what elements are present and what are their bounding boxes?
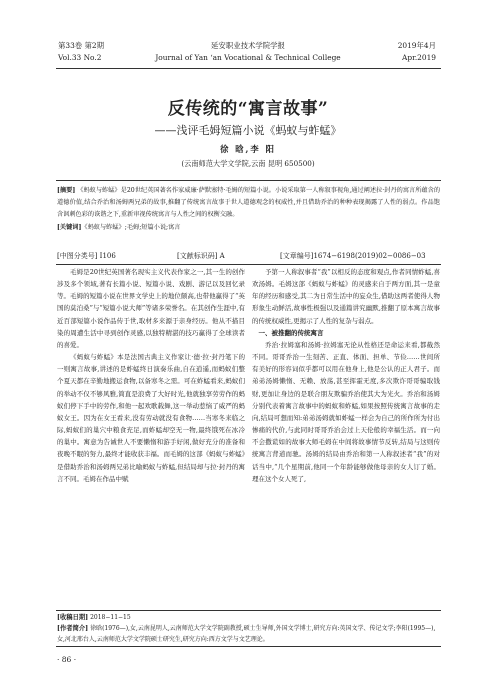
- left-column: [57, 266, 245, 485]
- author-bio-label: [作者简介]: [57, 625, 89, 632]
- article-title: 反传统的“寓言故事”: [167, 99, 329, 119]
- footnote-bottom-rule: [56, 646, 441, 647]
- abstract-text: 《蚂蚁与蚱蜢》是20世纪英国著名作家威廉·萨默塞特·毛姆的短篇小说。小说采取第一人称叙事视角,通过阐述拉·封丹的寓言所蕴含的道德价值,结合乔治和汤姆两兄弟的故事,推翻了传统寓言故事于世人道德观念的权威性,并且借助乔治的种种表现揭露了人性的弱点。作品饱含讽刺色彩的诙谐之下,重新审视传统寓言与人性之间的权衡交融。: [57, 187, 440, 219]
- paragraph: 毛姆是20世纪英国著名现实主义代表作家之一,其一生的创作涉及多个领域,著有长篇小说、短篇小说、戏剧、游记以及回忆录等。毛姆的短篇小说在世界文学史上的地位颇高,也带他赢得了“英国的莫泊桑”与“短篇小说大师”等诸多荣誉名。在其创作生涯中,有近百部短篇小说作品传于世,取材多来源于亲身经历。他从不描目染的周遭生活中寻到创作灵感,以独特精湛的技巧赢得了全球读者的喜爱。: [57, 268, 245, 349]
- paragraph: 予第一人称叙事者“我”以相反的态度和观点,作者同情蚱蜢,喜欢汤姆。毛姆这部《蚂蚁与蚱蜢》的灵感来自于两方面,其一是童年的经历和感受,其二为日常生活中的妄众生,借助这两者使得人物形象生动鲜活,故事性极强以及通篇讲究幽默,推翻了原本寓言故事的传统权威性,更揭示了人性的复杂与弱点。: [252, 268, 440, 325]
- paragraph: 乔治·拉姆塞和汤姆·拉姆塞无论从性格还是命运来看,都截然不同。哥哥乔治一生刻苦、正直、体面、担单、节俭……世间所有美好的形容词似乎都可以用在他身上,他是公认的正人君子。而弟弟汤姆懒惰、无赖、放荡,甚至挥霍无度,多次欺诈哥哥骗取钱财,更加让身边的是联合朋友欺骗乔治使其大为光火。乔治和汤姆分别代表着寓言故事中的蚂蚁和蚱蜢,如果按照传统寓言故事的走向,结局可想而知:弟弟汤姆就如蚱蜢一样会为自己的所作所为付出惨痛的代价,与此同时哥哥乔治会过上天伦般的幸福生活。而一向不会撒谎如的故事大师毛姆在中间将故事情节反转,结局与这则传统寓言背道而驰。汤姆的结局由乔治和第一人称叙述者“我”的对话当中,“几个星期前,他同一个年龄能够做他母亲的女人订了婚。理在这个女人死了,: [252, 340, 440, 483]
- author-bio: 徐晗(1976—),女,云南昆明人,云南师范大学文学院副教授,硕士生导师,外国文学博士,研究方向:英国文学、传记文学;李阳(1995—),女,河北邢台人,云南师范大学文学院硕士研究生,研究方向:西方文学与文艺理论。: [57, 625, 436, 643]
- date-en: Apr.2019: [402, 53, 436, 62]
- footnote: [57, 612, 440, 645]
- page-number: · 86 ·: [57, 655, 77, 664]
- classification-row: [57, 251, 440, 263]
- received-date: 2018−11−15: [90, 614, 131, 621]
- affiliation: (云南师范大学文学院,云南 昆明 650500): [181, 159, 315, 168]
- keywords: 《蚂蚁与蚱蜢》;毛姆;短篇小说;寓言: [81, 223, 181, 231]
- clc-number: [中图分类号] I106: [57, 252, 116, 260]
- volume-en: Vol.33 No.2: [58, 53, 102, 62]
- header-rule: [56, 68, 441, 69]
- running-header: [0, 40, 496, 66]
- paragraph: 《蚂蚁与蚱蜢》本是法国古典主义作家让·德·拉·封丹笔下的一则寓言故事,讲述的是蚱蜢终日演奏乐曲,自在逍遥,而蚂蚁们整个夏天都在辛勤地搬运食物,以备寒冬之需。可在蚱蜢看来,蚂蚁们的举动不仅不够风雅,简直是浪费了大好时光,他就独享劳劳作的蚂蚁们停下手中的劳作,和他一起欢歌载舞,这一举动惹恼了威严的蚂蚁女王。因为在女王看来,没有劳动就没有食物……当寒冬来临之际,蚂蚁们的巢穴中粮食充足,而蚱蜢却空无一物,最终饿死在冰冷的巢中。寓意为告诫世人不要懒惰和游手好闲,做好充分的准备和夜晚不眠的努力,最终才能收获丰福。而毛姆的这部《蚂蚁与蚱蜢》是借助乔治和汤姆两兄弟比喻蚂蚁与蚱蜢,但结局却与拉·封丹的寓言不同。毛姆在作品中赋: [57, 353, 245, 483]
- section-heading: 一、被推翻的传统寓言: [258, 328, 324, 337]
- abstract-label: [摘要]: [57, 187, 76, 194]
- footnote-rule: [56, 610, 441, 611]
- issue-date: [398, 40, 436, 64]
- document-code: [文献标识码] A: [177, 252, 225, 260]
- right-column: [252, 266, 440, 485]
- abstract-bottom-rule: [56, 264, 441, 265]
- article-subtitle: ——浅评毛姆短篇小说《蚂蚁与蚱蜢》: [154, 124, 342, 137]
- article-number: [文章编号]1674−6198(2019)02−0086−03: [280, 252, 426, 260]
- volume-cn: 第33卷 第2期: [58, 41, 105, 50]
- authors: 徐 晗,李 阳: [220, 144, 276, 154]
- keywords-label: [关键词]: [57, 223, 82, 231]
- abstract: [57, 185, 440, 234]
- journal-en: Journal of Yan ‘an Vocational & Technical College: [155, 53, 341, 62]
- date-cn: 2019年4月: [397, 41, 436, 50]
- journal-cn: 延安职业技术学院学报: [211, 41, 285, 50]
- abstract-top-rule: [56, 180, 441, 181]
- received-label: [收稿日期]: [57, 614, 89, 621]
